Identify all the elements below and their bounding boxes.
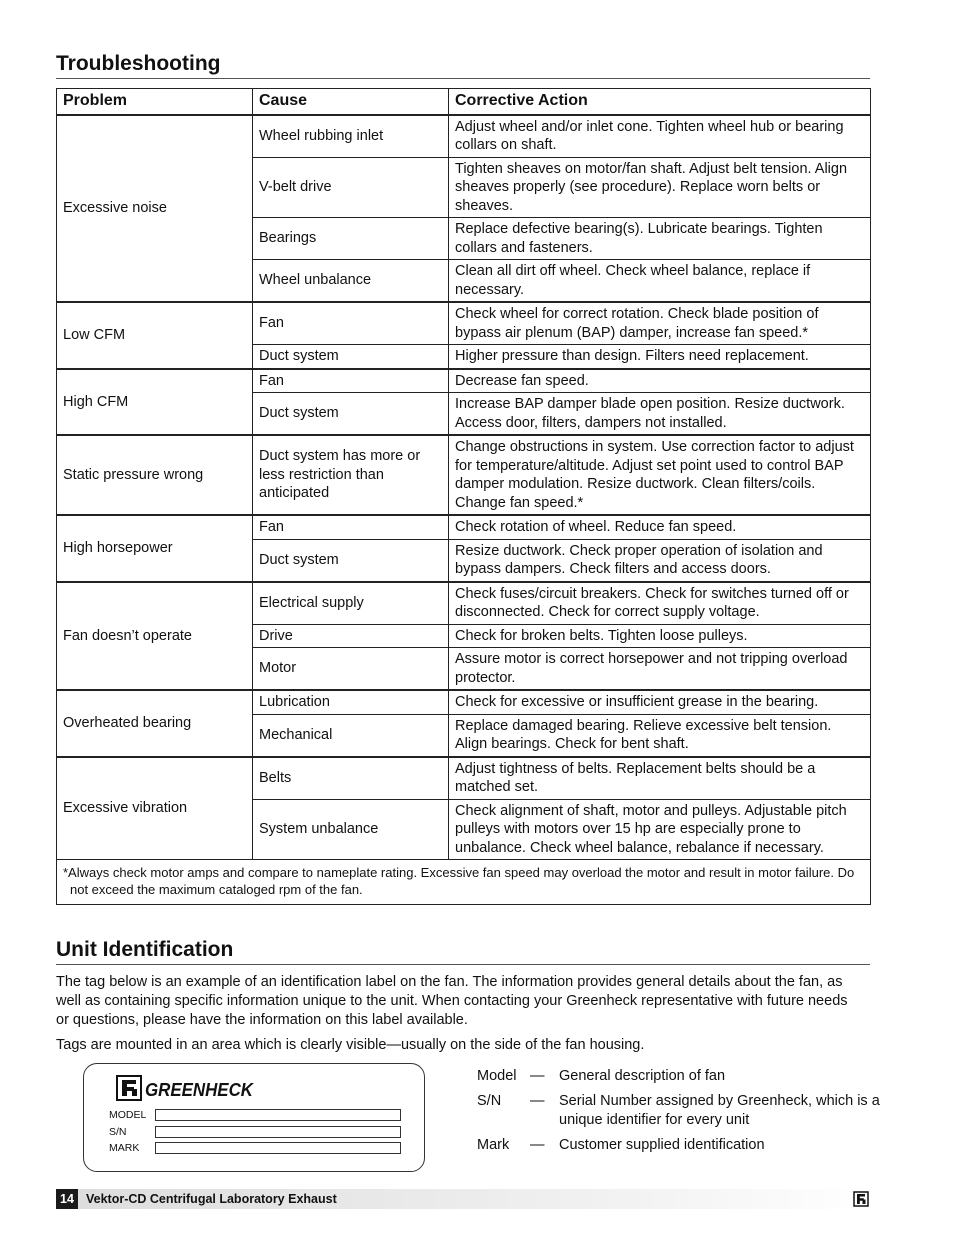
corrective-action-cell: Increase BAP damper blade open position. Resize ductwork. Access door, filters, dampers not installed.	[449, 393, 871, 436]
legend-value: Serial Number assigned by Greenheck, which is a unique identifier for every unit	[559, 1093, 880, 1128]
table-row	[57, 302, 871, 345]
header-problem: Problem	[57, 89, 253, 115]
problem-group	[57, 115, 871, 303]
cause-cell: Duct system	[253, 345, 449, 369]
model-field-box	[155, 1109, 401, 1121]
label-field-sn: S/N	[109, 1126, 127, 1138]
legend-dash: —	[530, 1068, 545, 1084]
label-field-model: MODEL	[109, 1109, 147, 1121]
legend-key: Mark	[477, 1137, 510, 1153]
problem-group	[57, 435, 871, 515]
intro-paragraph: The tag below is an example of an identification label on the fan. The information provides general details about the fan, as well as containing specific information unique to the unit. When contacting your Greenheck representative with future needs or questions, please have the information on this label available.	[56, 974, 848, 1028]
cause-cell: Wheel rubbing inlet	[253, 115, 449, 158]
svg-text:GREENHECK: GREENHECK	[145, 1080, 255, 1100]
mounting-paragraph: Tags are mounted in an area which is clearly visible—usually on the side of the fan housing.	[56, 1037, 645, 1053]
cause-cell: Duct system	[253, 539, 449, 582]
cause-cell: Bearings	[253, 218, 449, 260]
cause-cell: Drive	[253, 624, 449, 648]
page-number: 14	[56, 1189, 78, 1209]
corrective-action-cell: Check wheel for correct rotation. Check blade position of bypass air plenum (BAP) damper, increase fan speed.*	[449, 302, 871, 345]
corrective-action-cell: Check for broken belts. Tighten loose pulleys.	[449, 624, 871, 648]
corrective-action-cell: Resize ductwork. Check proper operation of isolation and bypass dampers. Check filters and access doors.	[449, 539, 871, 582]
header-cause: Cause	[253, 89, 449, 115]
cause-cell: Fan	[253, 515, 449, 539]
label-field-mark: MARK	[109, 1142, 140, 1154]
legend-key: S/N	[477, 1093, 502, 1109]
footnote-text: *Always check motor amps and compare to nameplate rating. Excessive fan speed may overload the motor and result in motor failure. Do not exceed the maximum cataloged rpm of the fan.	[63, 865, 855, 897]
cause-cell: Electrical supply	[253, 582, 449, 625]
document-title: Vektor-CD Centrifugal Laboratory Exhaust	[86, 1192, 337, 1206]
legend-dash: —	[530, 1137, 545, 1153]
table-header-row	[57, 89, 871, 115]
problem-cell: Overheated bearing	[57, 690, 253, 757]
problem-cell: Low CFM	[57, 302, 253, 369]
problem-group	[57, 302, 871, 369]
table-row	[57, 115, 871, 158]
page-footer	[56, 1189, 871, 1209]
cause-cell: Wheel unbalance	[253, 260, 449, 303]
footnote-row	[57, 860, 871, 905]
troubleshooting-heading: Troubleshooting	[56, 52, 870, 79]
greenheck-logo	[116, 1075, 256, 1101]
problem-cell: Excessive vibration	[57, 757, 253, 860]
corrective-action-cell: Check fuses/circuit breakers. Check for switches turned off or disconnected. Check for correct supply voltage.	[449, 582, 871, 625]
greenheck-logo-icon	[116, 1075, 256, 1101]
problem-cell: Static pressure wrong	[57, 435, 253, 515]
mark-field-box	[155, 1142, 401, 1154]
cause-cell: Mechanical	[253, 714, 449, 757]
problem-group	[57, 757, 871, 860]
legend-key: Model	[477, 1068, 517, 1084]
problem-group	[57, 690, 871, 757]
cause-cell: Fan	[253, 302, 449, 345]
greenheck-mark-icon	[853, 1191, 869, 1207]
problem-group	[57, 515, 871, 582]
cause-cell: System unbalance	[253, 799, 449, 860]
table-row	[57, 515, 871, 539]
problem-group	[57, 369, 871, 436]
table-row	[57, 435, 871, 515]
legend-row-mark	[477, 1136, 897, 1155]
cause-cell: Belts	[253, 757, 449, 800]
problem-cell: High CFM	[57, 369, 253, 436]
table-row	[57, 582, 871, 625]
cause-cell: V-belt drive	[253, 157, 449, 218]
legend-row-sn	[477, 1092, 897, 1130]
corrective-action-cell: Replace defective bearing(s). Lubricate bearings. Tighten collars and fasteners.	[449, 218, 871, 260]
legend-value: General description of fan	[559, 1068, 726, 1084]
problem-cell: High horsepower	[57, 515, 253, 582]
corrective-action-cell: Adjust tightness of belts. Replacement belts should be a matched set.	[449, 757, 871, 800]
cause-cell: Fan	[253, 369, 449, 393]
identification-label-example	[83, 1063, 425, 1172]
legend-row-model	[477, 1067, 897, 1086]
table-row	[57, 757, 871, 800]
problem-group	[57, 582, 871, 691]
corrective-action-cell: Adjust wheel and/or inlet cone. Tighten wheel hub or bearing collars on shaft.	[449, 115, 871, 158]
legend-value: Customer supplied identification	[559, 1137, 765, 1153]
label-legend	[477, 1067, 897, 1161]
table-row	[57, 690, 871, 714]
cause-cell: Motor	[253, 648, 449, 691]
legend-dash: —	[530, 1093, 545, 1109]
cause-cell: Duct system has more or less restriction than anticipated	[253, 435, 449, 515]
corrective-action-cell: Decrease fan speed.	[449, 369, 871, 393]
corrective-action-cell: Higher pressure than design. Filters need replacement.	[449, 345, 871, 369]
sn-field-box	[155, 1126, 401, 1138]
footnote-cell	[57, 860, 871, 905]
header-corrective-action: Corrective Action	[449, 89, 871, 115]
cause-cell: Duct system	[253, 393, 449, 436]
problem-cell: Fan doesn’t operate	[57, 582, 253, 691]
problem-cell: Excessive noise	[57, 115, 253, 303]
cause-cell: Lubrication	[253, 690, 449, 714]
corrective-action-cell: Change obstructions in system. Use correction factor to adjust for temperature/altitude. Adjust set point used to control BAP damper modulation. Resize ductwork. Clean filters/coils. Change fan speed.*	[449, 435, 871, 515]
corrective-action-cell: Replace damaged bearing. Relieve excessive belt tension. Align bearings. Check for bent shaft.	[449, 714, 871, 757]
corrective-action-cell: Assure motor is correct horsepower and not tripping overload protector.	[449, 648, 871, 691]
corrective-action-cell: Check rotation of wheel. Reduce fan speed.	[449, 515, 871, 539]
table-row	[57, 369, 871, 393]
troubleshooting-table	[56, 88, 871, 905]
corrective-action-cell: Clean all dirt off wheel. Check wheel balance, replace if necessary.	[449, 260, 871, 303]
corrective-action-cell: Check for excessive or insufficient grease in the bearing.	[449, 690, 871, 714]
unit-identification-heading: Unit Identification	[56, 938, 870, 965]
corrective-action-cell: Tighten sheaves on motor/fan shaft. Adjust belt tension. Align sheaves properly (see procedure). Replace worn belts or sheaves.	[449, 157, 871, 218]
corrective-action-cell: Check alignment of shaft, motor and pulleys. Adjustable pitch pulleys with motors over 15 hp are especially prone to unbalance. Check wheel balance, rebalance if necessary.	[449, 799, 871, 860]
